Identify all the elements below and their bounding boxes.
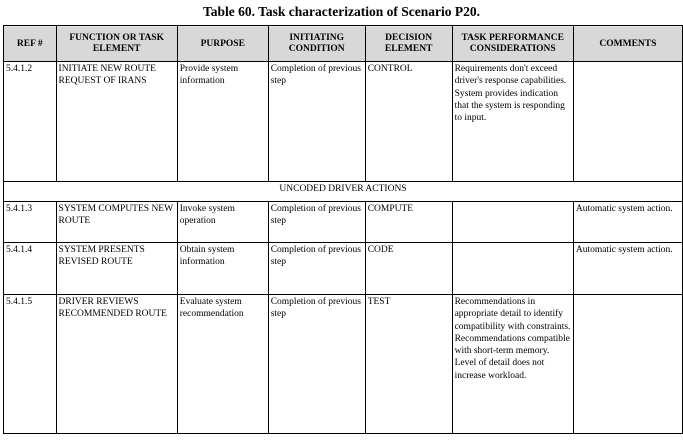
cell-initiating-condition: Completion of previous step xyxy=(268,62,365,182)
task-characterization-table xyxy=(3,25,683,434)
cell-task-performance: Requirements don't exceed driver's response capabilities. System provides indication that the system is responding to input. xyxy=(452,62,573,182)
table-body xyxy=(4,62,683,434)
header-comments: COMMENTS xyxy=(573,26,682,62)
cell-decision-element: COMPUTE xyxy=(365,202,452,243)
cell-initiating-condition: Completion of previous step xyxy=(268,202,365,243)
cell-ref: 5.4.1.4 xyxy=(4,243,57,295)
cell-purpose: Invoke system operation xyxy=(177,202,268,243)
cell-task-performance xyxy=(452,202,573,243)
cell-ref: 5.4.1.3 xyxy=(4,202,57,243)
header-row xyxy=(4,26,683,62)
cell-ref: 5.4.1.5 xyxy=(4,295,57,434)
cell-function: INITIATE NEW ROUTE REQUEST OF IRANS xyxy=(56,62,177,182)
cell-function: DRIVER REVIEWS RECOMMENDED ROUTE xyxy=(56,295,177,434)
header-initiating-condition: INITIATING CONDITION xyxy=(268,26,365,62)
cell-function: SYSTEM PRESENTS REVISED ROUTE xyxy=(56,243,177,295)
table-row xyxy=(4,202,683,243)
table-row xyxy=(4,243,683,295)
cell-comments xyxy=(573,62,682,182)
header-ref: REF # xyxy=(4,26,57,62)
section-label: UNCODED DRIVER ACTIONS xyxy=(4,182,683,202)
cell-decision-element: TEST xyxy=(365,295,452,434)
cell-purpose: Obtain system information xyxy=(177,243,268,295)
header-task-performance: TASK PERFORMANCE CONSIDERATIONS xyxy=(452,26,573,62)
table-row xyxy=(4,62,683,182)
cell-function: SYSTEM COMPUTES NEW ROUTE xyxy=(56,202,177,243)
cell-task-performance xyxy=(452,243,573,295)
cell-initiating-condition: Completion of previous step xyxy=(268,295,365,434)
table-row xyxy=(4,295,683,434)
cell-initiating-condition: Completion of previous step xyxy=(268,243,365,295)
cell-comments: Automatic system action. xyxy=(573,202,682,243)
cell-task-performance: Recommendations in appropriate detail to identify compatibility with constraints. Recommendations compatible with short-term memory. Level of detail does not increase workload. xyxy=(452,295,573,434)
section-row xyxy=(4,182,683,202)
header-purpose: PURPOSE xyxy=(177,26,268,62)
cell-decision-element: CONTROL xyxy=(365,62,452,182)
cell-purpose: Evaluate system recommendation xyxy=(177,295,268,434)
header-function: FUNCTION OR TASK ELEMENT xyxy=(56,26,177,62)
table-header xyxy=(4,26,683,62)
cell-comments: Automatic system action. xyxy=(573,243,682,295)
header-decision-element: DECISION ELEMENT xyxy=(365,26,452,62)
cell-comments xyxy=(573,295,682,434)
table-title: Table 60. Task characterization of Scenario P20. xyxy=(203,4,480,19)
cell-decision-element: CODE xyxy=(365,243,452,295)
cell-purpose: Provide system information xyxy=(177,62,268,182)
cell-ref: 5.4.1.2 xyxy=(4,62,57,182)
